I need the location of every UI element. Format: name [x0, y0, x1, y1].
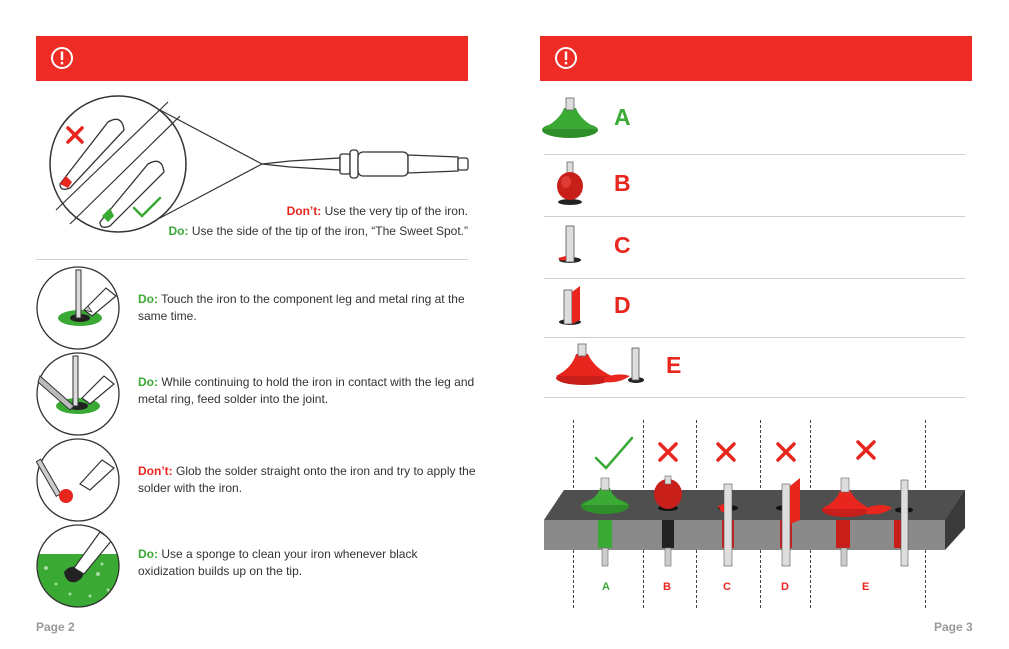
step1-illustration: [36, 266, 120, 350]
joint-e-icon: [554, 342, 650, 390]
exclamation-circle-icon: [554, 46, 578, 70]
correct-check-icon: [596, 438, 632, 468]
do-text: Use the side of the tip of the iron, “The Sweet Spot.”: [188, 224, 468, 238]
joint-a-icon: [540, 96, 604, 144]
joint-b-letter: B: [614, 170, 631, 196]
step1-text: [138, 291, 470, 325]
step1-body: Touch the iron to the component leg and metal ring at the same time.: [138, 292, 465, 323]
joint-divider: [544, 278, 965, 279]
dont-text: Use the very tip of the iron.: [321, 204, 468, 218]
joint-d-icon: [554, 282, 586, 330]
step3-text: [138, 463, 476, 497]
exclamation-circle-icon: [50, 46, 74, 70]
step2-label: Do:: [138, 375, 158, 389]
diagram-label-d: D: [781, 581, 789, 593]
joint-divider: [544, 397, 965, 398]
tip-do-caption: [140, 223, 468, 240]
step2-text: [138, 374, 476, 408]
joint-divider: [544, 154, 965, 155]
step3-body: Glob the solder straight onto the iron and try to apply the solder with the iron.: [138, 464, 476, 495]
dont-label: Don’t:: [286, 204, 322, 218]
tip-dont-caption: [240, 203, 468, 220]
step4-label: Do:: [138, 547, 158, 561]
step3-label: Don’t:: [138, 464, 173, 478]
step4-body: Use a sponge to clean your iron whenever black oxidization builds up on the tip.: [138, 547, 418, 578]
wrong-x-icon: [718, 444, 734, 460]
diagram-label-c: C: [723, 581, 731, 593]
page-number-right: Page 3: [934, 620, 973, 634]
step3-illustration: [36, 438, 120, 522]
joint-d-letter: D: [614, 292, 631, 318]
wrong-x-icon: [858, 442, 874, 458]
joint-divider: [544, 337, 965, 338]
step4-text: [138, 546, 476, 580]
joint-divider: [544, 216, 965, 217]
joint-c-letter: C: [614, 232, 631, 258]
right-banner: [540, 36, 972, 81]
left-banner: [36, 36, 468, 81]
left-divider: [36, 259, 468, 260]
step2-illustration: [36, 352, 120, 436]
diagram-label-a: A: [602, 581, 610, 593]
wrong-x-icon: [778, 444, 794, 460]
joint-b-icon: [550, 160, 590, 208]
joint-c-icon: [554, 222, 586, 270]
diagram-label-e: E: [862, 581, 870, 593]
step2-body: While continuing to hold the iron in contact with the leg and metal ring, feed solder into the joint.: [138, 375, 475, 406]
page-number-left: Page 2: [36, 620, 75, 634]
diagram-label-b: B: [663, 581, 671, 593]
step4-illustration: [36, 524, 120, 608]
wrong-x-icon: [660, 444, 676, 460]
do-label: Do:: [168, 224, 189, 238]
joint-e-letter: E: [666, 352, 682, 378]
solder-joints-diagram: [540, 428, 970, 578]
joint-a-letter: A: [614, 104, 631, 130]
step1-label: Do:: [138, 292, 158, 306]
